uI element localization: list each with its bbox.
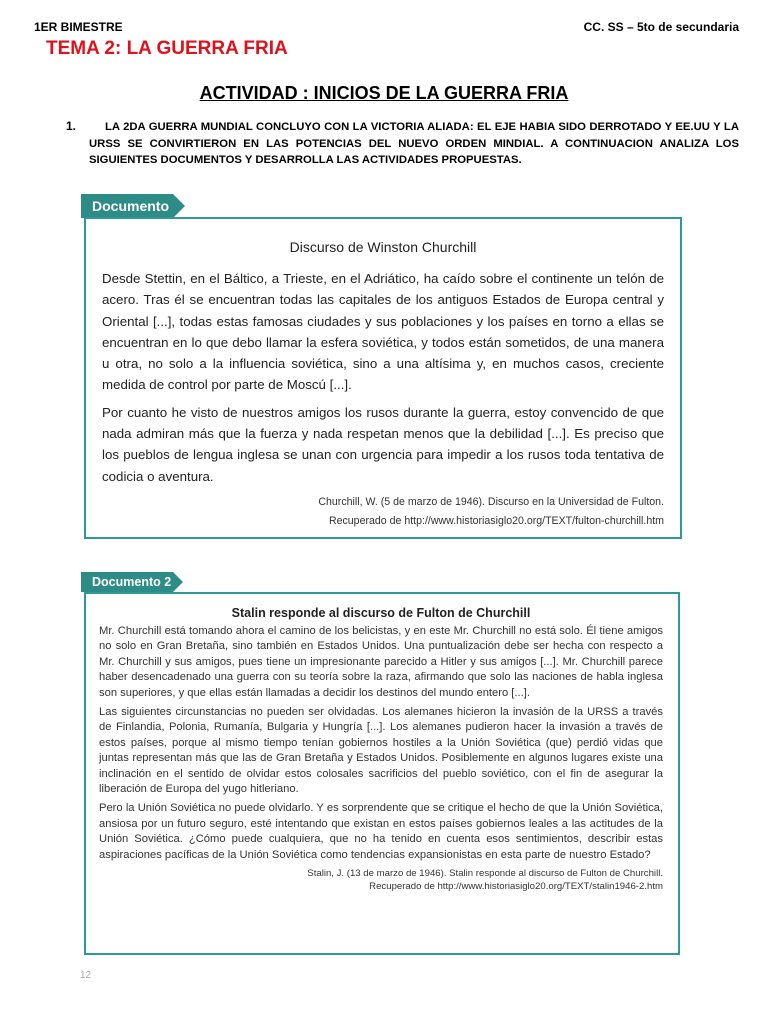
- document-1-citation-line: Recuperado de http://www.historiasiglo20.org/TEXT/fulton-churchill.htm: [328, 514, 664, 527]
- activity-title: ACTIVIDAD : INICIOS DE LA GUERRA FRIA: [199, 83, 569, 103]
- document-2-title: Stalin responde al discurso de Fulton de Churchill: [231, 606, 531, 620]
- document-2-citation-line: Stalin, J. (13 de marzo de 1946). Stalin responde al discurso de Fulton de Churchill.: [307, 868, 663, 880]
- question-text-content: LA 2DA GUERRA MUNDIAL CONCLUYO CON LA VICTORIA ALIADA: EL EJE HABIA SIDO DERROTADO Y EE.UU Y LA URSS SE CONVIRTIERON EN LAS POTENCIAS DEL NUEVO ORDEN MINDIAL. A CONTINUACION ANALIZA LOS SIGUIENTES DOCUMENTOS Y DESARROLLA LAS ACTIVIDADES PROPUESTAS.: [89, 121, 739, 166]
- document-1-title: Discurso de Winston Churchill: [289, 239, 477, 255]
- document-1-citation: [102, 493, 664, 531]
- document-2-box: [84, 592, 680, 955]
- document-2-tab: Documento 2: [81, 572, 173, 592]
- document-2-citation-line: Recuperado de http://www.historiasiglo20.org/TEXT/stalin1946-2.htm: [369, 881, 663, 893]
- document-2-paragraph: Mr. Churchill está tomando ahora el camino de los belicistas, y en este Mr. Churchill no está solo. Él tiene amigos no solo en Gran Bretaña, sino también en Estados Unidos. Una puntualización debe ser hecha con respecto a Mr. Churchill y sus amigos, pues tiene un impresionante parecido a Hitler y sus amigos [...]. Mr. Churchill parece haber desencadenado una guerra con su teoría sobre la raza, afirmando que solo las naciones de habla inglesa son superiores, y que ellas están llamadas a decidir los destinos del mundo entero [...].: [99, 625, 663, 699]
- question-text: [89, 119, 739, 169]
- document-1-paragraph: Desde Stettin, en el Báltico, a Trieste, en el Adriático, ha caído sobre el continente un telón de acero. Tras él se encuentran todas las capitales de los antiguos Estados de Europa central y Oriental [...], todas estas famosas ciudades y sus poblaciones y los países en torno a ellas se encuentran en lo que debo llamar la esfera soviética, y todos están sometidos, de una manera u otra, no solo a la influencia soviética, sino a una altísima y, en muchos casos, creciente medida de control por parte de Moscú [...].: [102, 271, 664, 393]
- document-2-citation: [99, 867, 663, 893]
- document-1-box: [84, 217, 682, 539]
- document-2-paragraph: Las siguientes circunstancias no pueden ser olvidadas. Los alemanes hicieron la invasión de la URSS a través de Finlandia, Polonia, Rumanía, Bulgaria y Hungría [...]. Los alemanes pudieron hacer la invasión a través de estos países, porque al mismo tiempo tenían gobiernos hostiles a la Unión Soviética (que) perdió vidas que juntas representan más que las de Gran Bretaña y Estados Unidos. Posiblemente en algunos lugares existe una inclinación en el sentido de olvidar estos colosales sacrificios del pueblo soviético, con el fin de asegurar la liberación de Europa del yugo hitleriano.: [99, 706, 663, 796]
- page-number: 12: [80, 970, 92, 981]
- document-1-citation-line: Churchill, W. (5 de marzo de 1946). Discurso en la Universidad de Fulton.: [318, 495, 664, 508]
- document-1-paragraph: Por cuanto he visto de nuestros amigos los rusos durante la guerra, estoy convencido de que nada admiran más que la fuerza y nada respetan menos que la debilidad [...]. Es preciso que los pueblos de lengua inglesa se unan con urgencia para impedir a los rusos toda tentativa de codicia o aventura.: [102, 404, 664, 484]
- question-number: 1.: [66, 119, 77, 133]
- topic-title: TEMA 2: LA GUERRA FRIA: [46, 38, 288, 59]
- document-1-tab: Documento: [81, 194, 173, 218]
- header-course: CC. SS – 5to de secundaria: [583, 20, 739, 34]
- document-2-paragraph: Pero la Unión Soviética no puede olvidarlo. Y es sorprendente que se critique el hecho de que la Unión Soviética, ansiosa por un futuro seguro, esté intentando que existan en estos países gobiernos leales a las actitudes de la Unión Soviética. ¿Cómo puede cualquiera, que no ha tenido en cuenta esos sentimientos, describir estas aspiraciones pacíficas de la Unión Soviética como tendencias expansionistas en esta parte de nuestro Estado?: [99, 802, 663, 861]
- header-term: 1ER BIMESTRE: [34, 20, 123, 34]
